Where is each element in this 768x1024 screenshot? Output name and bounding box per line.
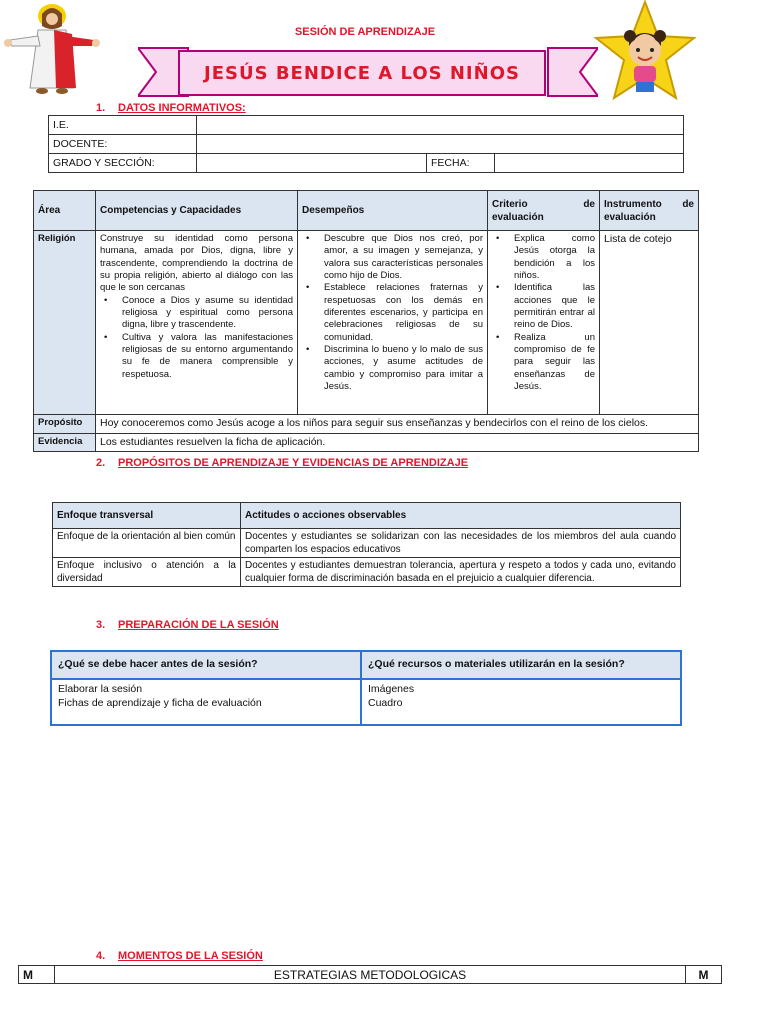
list-item: • Establece relaciones fraternas y respetuosas con los demás en diferentes escenarios, y participa en celebraciones religiosas de su comunidad. xyxy=(302,282,483,344)
strategies-title: ESTRATEGIAS METODOLOGICAS xyxy=(55,966,686,984)
fecha-value xyxy=(495,154,684,173)
proposito-row xyxy=(34,415,699,434)
table-header-row xyxy=(19,966,722,984)
docente-label: DOCENTE: xyxy=(49,135,197,154)
actitud-cell: Docentes y estudiantes demuestran tolerancia, apertura y respeto a todos y cada uno, evitando cualquier forma de discriminación basada en el prejuicio a cualquier diferencia. xyxy=(241,558,681,587)
table-header-row xyxy=(53,503,681,529)
competencia-intro: Construye su identidad como persona humana, amada por Dios, digna, libre y trascendente, comprendiendo la doctrina de su propia religión, abierto al diálogo con las que le son cercanas xyxy=(100,233,293,294)
grado-value xyxy=(197,154,427,173)
moment-left: M xyxy=(19,966,55,984)
antes-cell xyxy=(51,679,361,725)
jesus-illustration xyxy=(2,0,102,98)
header-instrumento: Instrumento de evaluación xyxy=(600,191,699,231)
header-desempenos: Desempeños xyxy=(298,191,488,231)
criterios-cell xyxy=(488,231,600,415)
docente-value xyxy=(197,135,684,154)
recursos-cell xyxy=(361,679,681,725)
list-item: Cuadro xyxy=(368,696,403,709)
list-item: Imágenes xyxy=(368,683,415,695)
list-item: Fichas de aprendizaje y ficha de evaluación xyxy=(58,696,262,709)
proposito-label: Propósito xyxy=(34,415,96,434)
evidencia-text: Los estudiantes resuelven la ficha de aplicación. xyxy=(96,433,699,452)
section-3-heading: 3. PREPARACIÓN DE LA SESIÓN xyxy=(96,619,279,631)
criterios-list xyxy=(492,233,595,393)
section-1-heading: 1. DATOS INFORMATIVOS: xyxy=(96,102,246,114)
header-criterio: Criterio de evaluación xyxy=(488,191,600,231)
ie-label: I.E. xyxy=(49,116,197,135)
strategies-table xyxy=(18,965,722,984)
table-header-row xyxy=(51,651,681,679)
header-antes: ¿Qué se debe hacer antes de la sesión? xyxy=(51,651,361,679)
enfoque-cell: Enfoque de la orientación al bien común xyxy=(53,529,241,558)
title-banner xyxy=(178,50,546,96)
list-item: • Descubre que Dios nos creó, por amor, a su imagen y semejanza, y valora sus características personales como hijo de Dios. xyxy=(302,233,483,282)
star-girl-illustration xyxy=(592,0,698,104)
list-item: • Conoce a Dios y asume su identidad religiosa y espiritual como persona digna, libre y trascendente. xyxy=(100,295,293,332)
desempenos-list xyxy=(302,233,483,393)
proposito-text: Hoy conoceremos como Jesús acoge a los niños para seguir sus enseñanzas y bendecirlos con el reino de los cielos. xyxy=(96,415,699,434)
table-row xyxy=(51,679,681,725)
fecha-label: FECHA: xyxy=(427,154,495,173)
list-item: • Discrimina lo bueno y lo malo de sus acciones, y asume actitudes de cambio y compromiso para imitar a Jesús. xyxy=(302,344,483,393)
header-competencias: Competencias y Capacidades xyxy=(96,191,298,231)
header-actitudes: Actitudes o acciones observables xyxy=(241,503,681,529)
competencies-table xyxy=(33,190,699,452)
ie-value xyxy=(197,116,684,135)
section-4-heading: 4. MOMENTOS DE LA SESIÓN xyxy=(96,950,263,962)
enfoque-cell: Enfoque inclusivo o atención a la diversidad xyxy=(53,558,241,587)
competencias-cell xyxy=(96,231,298,415)
section-2-heading: 2. PROPÓSITOS DE APRENDIZAJE Y EVIDENCIAS DE APRENDIZAJE xyxy=(96,457,469,469)
list-item: • Cultiva y valora las manifestaciones religiosas de su entorno argumentando su fe de manera comprensible y respetuosa. xyxy=(100,332,293,381)
session-header: SESIÓN DE APRENDIZAJE xyxy=(294,26,436,38)
enfoque-table xyxy=(52,502,681,587)
info-table xyxy=(48,115,684,173)
header-area: Área xyxy=(34,191,96,231)
header-enfoque: Enfoque transversal xyxy=(53,503,241,529)
actitud-cell: Docentes y estudiantes se solidarizan con las necesidades de los miembros del aula cuando comparten los espacios educativos xyxy=(241,529,681,558)
instrumento-cell: Lista de cotejo xyxy=(600,231,699,415)
preparation-table xyxy=(50,650,682,726)
moment-right: M xyxy=(686,966,722,984)
table-header-row xyxy=(34,191,699,231)
grado-label: GRADO Y SECCIÓN: xyxy=(49,154,197,173)
capacidades-list xyxy=(100,295,293,381)
list-item: • Identifica las acciones que le permitirán entrar al reino de Dios. xyxy=(492,282,595,331)
evidencia-label: Evidencia xyxy=(34,433,96,452)
header-recursos: ¿Qué recursos o materiales utilizarán en la sesión? xyxy=(361,651,681,679)
list-item: Elaborar la sesión xyxy=(58,683,143,695)
page-title: JESÚS BENDICE A LOS NIÑOS xyxy=(204,62,520,84)
list-item: • Realiza un compromiso de fe para seguir las enseñanzas de Jesús. xyxy=(492,332,595,394)
desempenos-cell xyxy=(298,231,488,415)
list-item: • Explica como Jesús otorga la bendición a los niños. xyxy=(492,233,595,282)
religion-row xyxy=(34,231,699,415)
area-value: Religión xyxy=(34,231,96,415)
table-row xyxy=(53,529,681,558)
evidencia-row xyxy=(34,433,699,452)
table-row xyxy=(53,558,681,587)
